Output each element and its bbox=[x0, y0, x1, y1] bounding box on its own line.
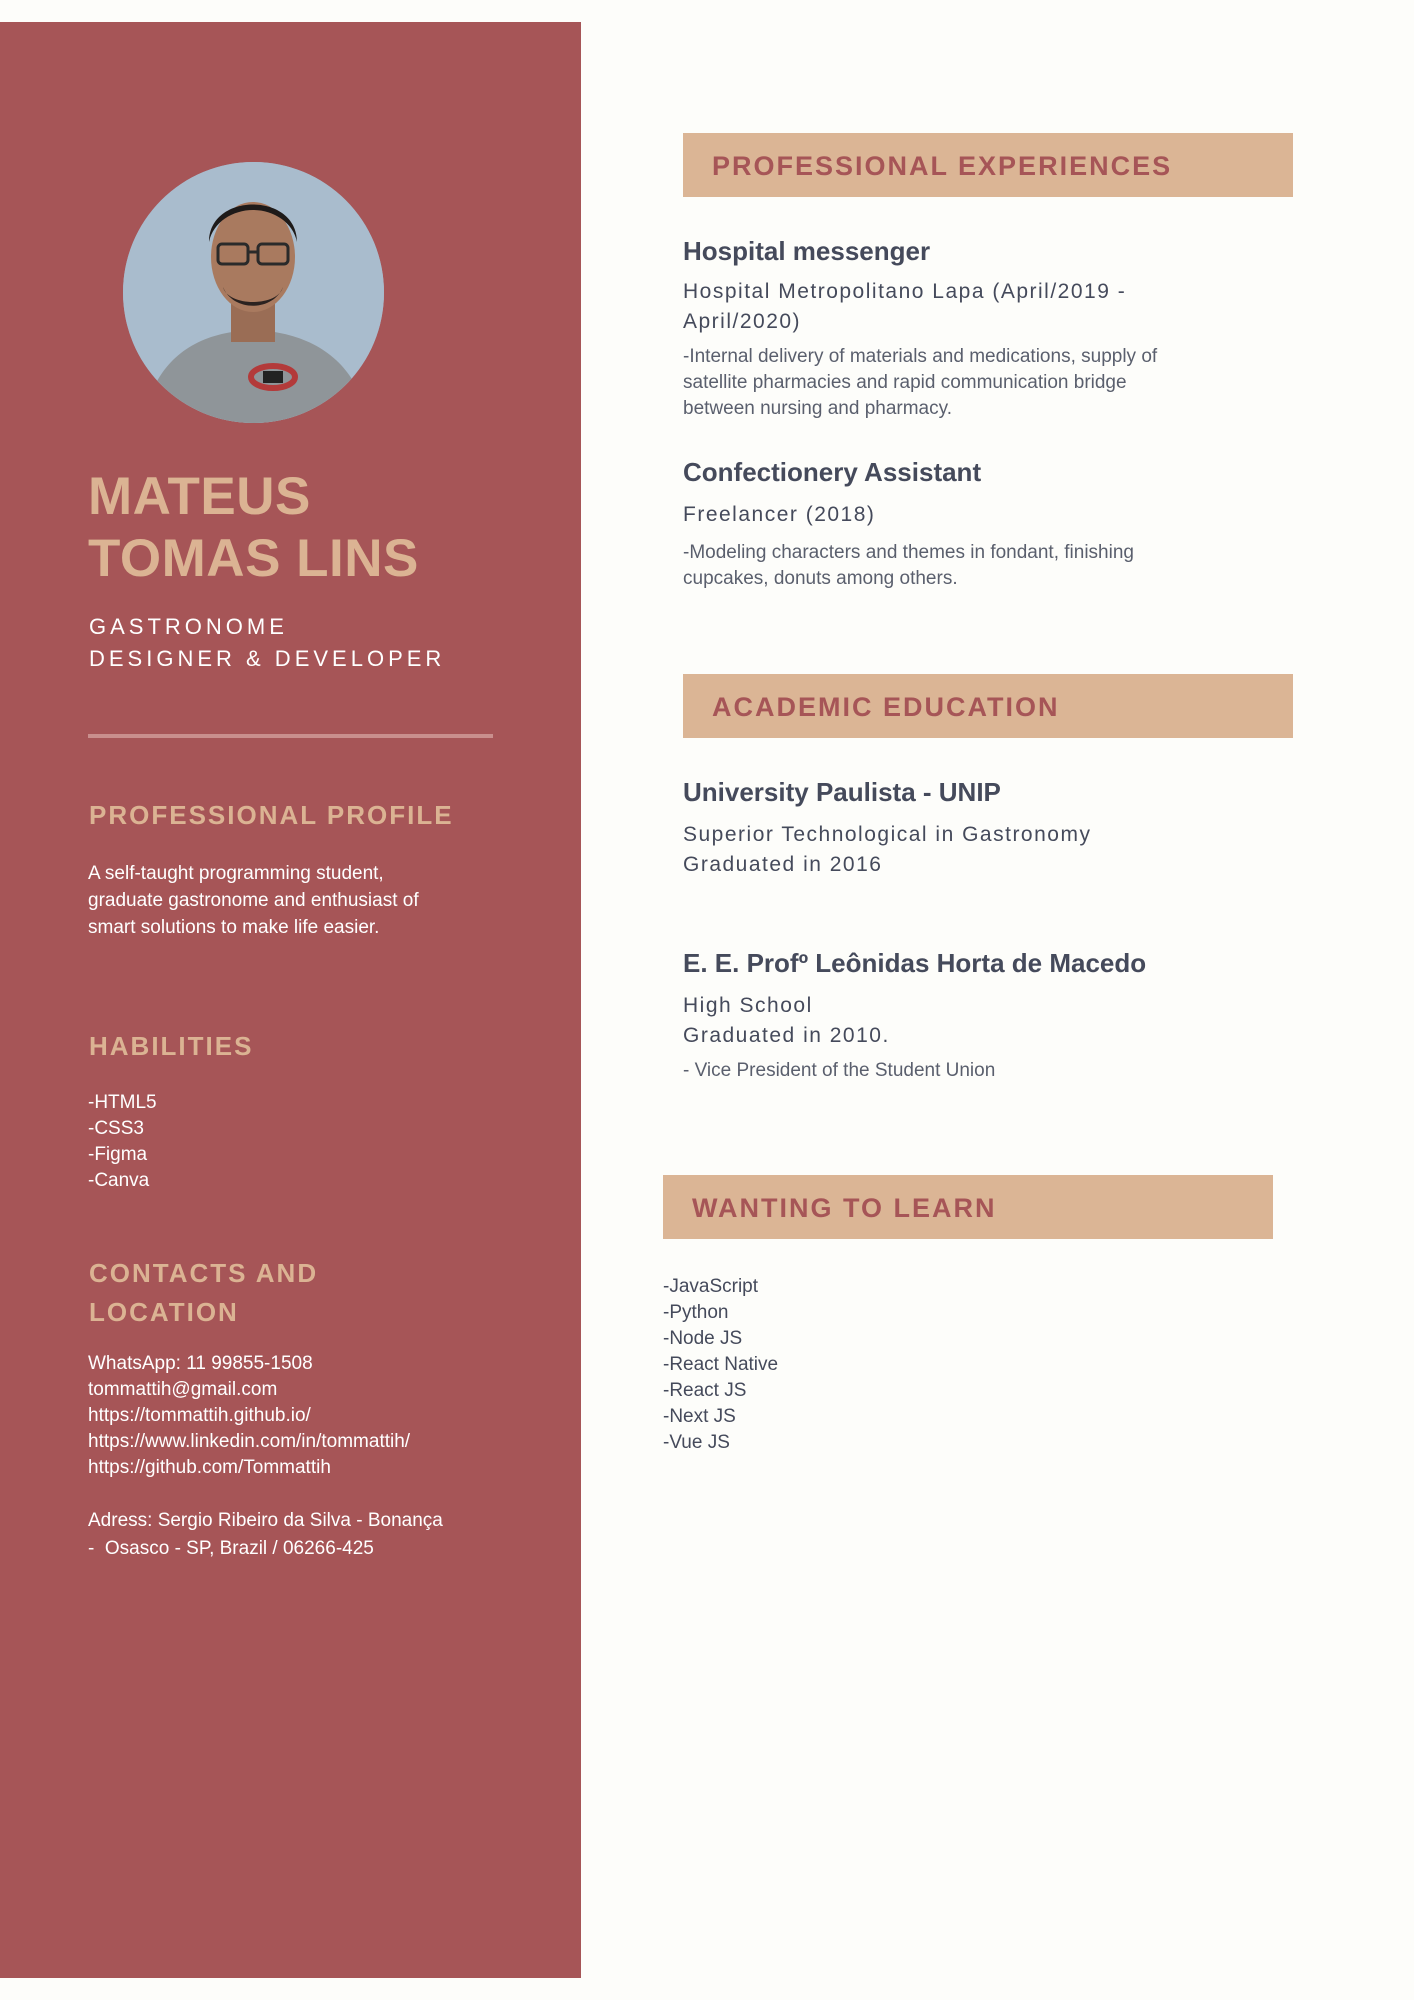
learning-item: -React JS bbox=[663, 1380, 747, 1401]
job-subtitle-line: April/2020) bbox=[683, 310, 802, 333]
name-line-1: MATEUS bbox=[88, 467, 311, 526]
job-description-line: satellite pharmacies and rapid communication bridge bbox=[683, 372, 1127, 393]
learning-band bbox=[663, 1175, 1273, 1239]
learning-item: -Next JS bbox=[663, 1406, 736, 1427]
job-subtitle bbox=[683, 277, 1126, 337]
habilities-heading: HABILITIES bbox=[89, 1031, 254, 1061]
contacts-heading-line-1: CONTACTS AND bbox=[89, 1258, 319, 1288]
candidate-name bbox=[88, 466, 419, 590]
school-subtitle-line: High School bbox=[683, 994, 813, 1017]
github-link[interactable]: https://github.com/Tommattih bbox=[88, 1457, 331, 1478]
job-description-line: -Internal delivery of materials and medications, supply of bbox=[683, 346, 1158, 367]
job-description bbox=[683, 540, 1134, 592]
sidebar-divider bbox=[88, 734, 493, 738]
school-subtitle-line: Superior Technological in Gastronomy bbox=[683, 823, 1092, 846]
learning-item: -Python bbox=[663, 1302, 729, 1323]
job-subtitle-line: Hospital Metropolitano Lapa (April/2019 - bbox=[683, 280, 1127, 303]
tagline bbox=[89, 611, 445, 675]
school-title: University Paulista - UNIP bbox=[683, 777, 1001, 807]
job-description-line: cupcakes, donuts among others. bbox=[683, 568, 958, 589]
address-line-1: Adress: Sergio Ribeiro da Silva - Bonança bbox=[88, 1510, 443, 1531]
profile-line: graduate gastronome and enthusiast of bbox=[88, 890, 419, 911]
job-description-line: between nursing and pharmacy. bbox=[683, 398, 952, 419]
email-link[interactable]: tommattih@gmail.com bbox=[88, 1379, 278, 1400]
hability-item: -Canva bbox=[88, 1170, 150, 1191]
profile-heading: PROFESSIONAL PROFILE bbox=[89, 800, 454, 830]
job-title: Hospital messenger bbox=[683, 236, 931, 266]
profile-line: A self-taught programming student, bbox=[88, 863, 384, 884]
learning-item: -Vue JS bbox=[663, 1432, 730, 1453]
profile-line: smart solutions to make life easier. bbox=[88, 917, 380, 938]
job-description-line: -Modeling characters and themes in fondant, finishing bbox=[683, 542, 1134, 563]
hability-item: -Figma bbox=[88, 1144, 148, 1165]
learning-item: -Node JS bbox=[663, 1328, 743, 1349]
contacts-list bbox=[88, 1351, 410, 1481]
tagline-line-2: DESIGNER & DEVELOPER bbox=[89, 646, 446, 671]
contacts-heading-line-2: LOCATION bbox=[89, 1297, 239, 1327]
habilities-list bbox=[88, 1090, 157, 1194]
school-title: E. E. Profº Leônidas Horta de Macedo bbox=[683, 948, 1147, 978]
education-heading: ACADEMIC EDUCATION bbox=[712, 692, 1060, 722]
school-description bbox=[683, 1058, 995, 1084]
tagline-line-1: GASTRONOME bbox=[89, 614, 288, 639]
hability-item: -HTML5 bbox=[88, 1092, 157, 1113]
learning-item: -JavaScript bbox=[663, 1276, 759, 1297]
profile-photo bbox=[123, 162, 384, 423]
portfolio-link[interactable]: https://tommattih.github.io/ bbox=[88, 1405, 311, 1426]
whatsapp-text: WhatsApp: 11 99855-1508 bbox=[88, 1353, 313, 1374]
experiences-band bbox=[683, 133, 1293, 197]
contacts-heading bbox=[89, 1254, 318, 1332]
school-subtitle bbox=[683, 820, 1091, 880]
learning-heading: WANTING TO LEARN bbox=[692, 1193, 997, 1223]
hability-item: -CSS3 bbox=[88, 1118, 144, 1139]
address-text bbox=[88, 1507, 443, 1563]
school-subtitle-line: Graduated in 2010. bbox=[683, 1024, 890, 1047]
school-subtitle-line: Graduated in 2016 bbox=[683, 853, 883, 876]
name-line-2: TOMAS LINS bbox=[88, 529, 419, 588]
person-photo-icon bbox=[123, 162, 384, 423]
school-subtitle bbox=[683, 991, 890, 1051]
education-band bbox=[683, 674, 1293, 738]
profile-text bbox=[88, 860, 419, 941]
experiences-heading: PROFESSIONAL EXPERIENCES bbox=[712, 151, 1173, 181]
learning-list bbox=[663, 1274, 778, 1456]
linkedin-link[interactable]: https://www.linkedin.com/in/tommattih/ bbox=[88, 1431, 411, 1452]
learning-item: -React Native bbox=[663, 1354, 779, 1375]
job-subtitle bbox=[683, 500, 875, 530]
job-subtitle-line: Freelancer (2018) bbox=[683, 503, 876, 526]
job-description bbox=[683, 344, 1157, 422]
address-line-2: - Osasco - SP, Brazil / 06266-425 bbox=[88, 1538, 374, 1559]
job-title: Confectionery Assistant bbox=[683, 457, 982, 487]
school-description-line: - Vice President of the Student Union bbox=[683, 1060, 996, 1081]
